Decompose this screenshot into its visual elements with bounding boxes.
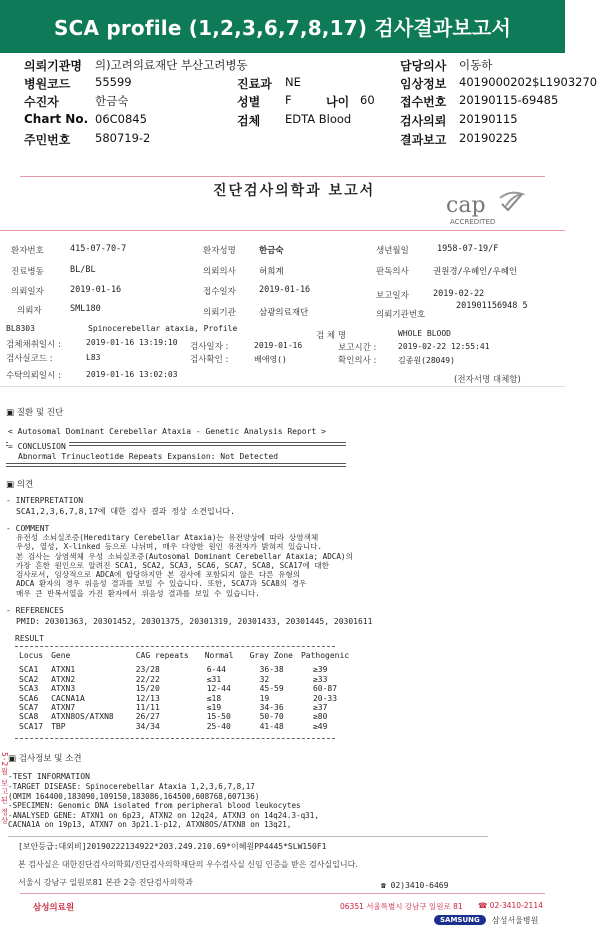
result-header: Gene bbox=[51, 651, 71, 660]
test-date: 2019-01-16 bbox=[254, 341, 303, 350]
footer-address: 06351 서울특별시 강남구 일원로 81 bbox=[340, 902, 463, 911]
test-name: Spinocerebellar ataxia, Profile bbox=[88, 324, 238, 333]
cell: ATXN3 bbox=[51, 684, 76, 694]
cell: 6-44 bbox=[206, 665, 226, 675]
lab-phone: ☎ 02)3410-6469 bbox=[381, 881, 449, 890]
header-row-1 bbox=[0, 57, 565, 75]
cell: SCA7 bbox=[19, 703, 39, 713]
result-rule bbox=[15, 646, 335, 647]
patient-name-label: 환자성명 bbox=[203, 246, 236, 256]
cell: 36-38 bbox=[259, 665, 284, 675]
cell: 22/22 bbox=[135, 674, 160, 684]
footer-phone: ☎ 02-3410-2114 bbox=[478, 901, 543, 910]
method-heading: ▣ 검사정보 및 소견 bbox=[8, 754, 82, 764]
header-value: F bbox=[285, 93, 292, 107]
references-label: - REFERENCES bbox=[6, 606, 64, 615]
e-sign: (전자서명 대체함) bbox=[454, 375, 521, 385]
specimen: WHOLE BLOOD bbox=[398, 329, 451, 338]
cell: ≤19 bbox=[206, 703, 222, 713]
table-row bbox=[15, 712, 353, 721]
header-label: 수진자 bbox=[24, 95, 59, 109]
comment-block bbox=[16, 533, 353, 598]
table-row bbox=[15, 684, 353, 693]
scan-report-title: 진단검사의학과 보고서 bbox=[213, 183, 376, 199]
hospital-name: 삼성서울병원 bbox=[492, 916, 539, 925]
header-value: 의)고려의료재단 부산고려병동 bbox=[95, 58, 248, 72]
cell: 32 bbox=[259, 674, 270, 684]
test-code: BL8303 bbox=[6, 324, 35, 333]
recv-date: 2019-01-16 bbox=[259, 285, 311, 295]
test-info-line: -ANALYSED GENE: ATXN1 on 6p23, ATXN2 on 12q24, ATXN3 on 14q24.3-q31, bbox=[8, 810, 319, 820]
opinion-heading: ▣ 의견 bbox=[6, 480, 34, 490]
room: L83 bbox=[86, 353, 101, 362]
result-header: Pathogenic bbox=[300, 651, 350, 660]
cell: 34/34 bbox=[135, 721, 160, 731]
collect-label: 검체채취일시 : bbox=[6, 340, 61, 350]
cell: 34-36 bbox=[259, 703, 284, 713]
confirm-label: 검사확인 : bbox=[190, 355, 229, 365]
cap-logo-sub: ACCREDITED bbox=[450, 218, 496, 226]
cell: SCA1 bbox=[19, 665, 39, 675]
cell: TBP bbox=[51, 721, 66, 731]
table-row bbox=[15, 694, 353, 703]
recv-time-label: 수탁의뢰일시 : bbox=[6, 371, 61, 381]
cell: ATXN8OS/ATXN8 bbox=[51, 712, 114, 722]
table-row bbox=[15, 722, 353, 731]
cell: SCA2 bbox=[19, 674, 39, 684]
reg-no-label: 환자번호 bbox=[11, 246, 44, 256]
comment-line: 본 검사는 상염색체 우성 소뇌실조증(Autosomal Dominant Cerebellar Ataxia; ADCA)의 bbox=[16, 551, 353, 561]
scanned-report bbox=[0, 166, 565, 941]
confirm: 배애영() bbox=[254, 355, 287, 364]
test-info-label: -TEST INFORMATION bbox=[8, 772, 90, 781]
cell: 26/27 bbox=[135, 712, 160, 722]
report-time: 2019-02-22 12:55:41 bbox=[398, 342, 490, 351]
judge: 권원경/우혜인/우혜인 bbox=[433, 267, 518, 277]
header-value: 한금숙 bbox=[95, 94, 129, 108]
header-row-3 bbox=[0, 93, 565, 111]
header-label: 주민번호 bbox=[24, 133, 71, 147]
result-table bbox=[15, 651, 353, 731]
report-title-bar bbox=[0, 0, 565, 53]
comment-line: 우성, 열성, X-linked 등으로 나뉘며, 매우 다양한 원인 유전자가 밝혀져 있습니다. bbox=[16, 542, 322, 552]
mid-rule bbox=[0, 230, 565, 231]
result-header: Gray Zone bbox=[249, 651, 293, 660]
room-label: 검사실코드 : bbox=[6, 354, 53, 364]
ref-doctor: SML180 bbox=[70, 304, 101, 314]
cell: 60-87 bbox=[312, 684, 338, 694]
age-value: 60 bbox=[360, 93, 375, 107]
header-label: 진료과 bbox=[237, 77, 272, 91]
test-info-line: (OMIM 164400,183090,109150,183086,164500,608768,607136) bbox=[8, 791, 260, 801]
footer bbox=[0, 899, 565, 939]
doctor: 허희계 bbox=[259, 267, 284, 277]
references-text: PMID: 20301363, 20301452, 20301375, 20301319, 20301433, 20301445, 20301611 bbox=[16, 617, 373, 626]
table-row bbox=[15, 703, 353, 712]
confirm-doc: 김종원(28049) bbox=[398, 356, 455, 365]
test-date-label: 검사일자 : bbox=[190, 342, 229, 352]
dob-label: 생년월일 bbox=[376, 246, 409, 256]
left-red-stamp: 5-2월 보고된 정상 bbox=[0, 752, 9, 826]
cert-rule bbox=[8, 836, 488, 837]
disclaimer: 본 검사실은 대한진단검사의학회/진단검사의학재단의 우수검사실 신임 인증을 받은 검사실입니다. bbox=[18, 860, 358, 869]
recv-date-label: 접수일자 bbox=[203, 287, 236, 297]
cell: 19 bbox=[259, 693, 270, 703]
ref-no-label: 의뢰기관번호 bbox=[376, 310, 426, 320]
comment-line: 매우 큰 반복서열을 가진 환자에서 위음성 결과를 보일 수 있습니다. bbox=[16, 588, 260, 598]
recv-time: 2019-01-16 13:02:03 bbox=[86, 370, 178, 379]
conclusion-label: = CONCLUSION bbox=[8, 442, 69, 451]
test-info-block bbox=[8, 782, 319, 830]
cap-accredited-logo bbox=[440, 188, 530, 228]
header-label: 검체 bbox=[237, 114, 261, 128]
lab-address: 서울시 강남구 일원로81 본관 2층 진단검사의학과 bbox=[18, 878, 193, 887]
samsung-logo: SAMSUNG bbox=[434, 915, 486, 925]
cell: ≥80 bbox=[312, 712, 328, 722]
cell: ≥37 bbox=[312, 703, 328, 713]
cell: 20-33 bbox=[312, 693, 338, 703]
footer-rule bbox=[20, 893, 545, 894]
header-info bbox=[0, 53, 597, 153]
cell: 25-40 bbox=[206, 721, 231, 731]
header-row-2 bbox=[0, 75, 597, 93]
cell: ≤18 bbox=[206, 693, 222, 703]
header-value: 55599 bbox=[95, 75, 132, 89]
cap-logo-text: cap bbox=[446, 193, 486, 218]
cell: SCA8 bbox=[19, 712, 39, 722]
cell: 12-44 bbox=[206, 684, 231, 694]
header-value: EDTA Blood bbox=[285, 112, 352, 126]
cell: SCA6 bbox=[19, 693, 39, 703]
header-value: NE bbox=[285, 75, 301, 89]
doctor-label: 의뢰의사 bbox=[203, 267, 236, 277]
ward: BL/BL bbox=[70, 265, 96, 275]
result-header: Locus bbox=[19, 651, 44, 660]
conclusion-text: Abnormal Trinucleotide Repeats Expansion: Not Detected bbox=[18, 452, 279, 461]
judge-label: 판독의사 bbox=[376, 267, 409, 277]
header-row-5 bbox=[0, 131, 565, 149]
comment-label: - COMMENT bbox=[6, 524, 50, 533]
collect-time: 2019-01-16 13:19:10 bbox=[86, 338, 178, 347]
header-value: 06C0845 bbox=[95, 112, 147, 126]
cell: SCA3 bbox=[19, 684, 39, 694]
age-label: 나이 bbox=[326, 95, 350, 109]
header-label: 임상정보 bbox=[400, 77, 447, 91]
test-info-line: -SPECIMEN: Genomic DNA isolated from peripheral blood leukocytes bbox=[8, 801, 301, 810]
comment-line: 검사로서, 임상적으로 ADCA에 합당하지만 본 검사에 포함되지 않은 다른 유형의 bbox=[16, 570, 301, 580]
header-value: 580719-2 bbox=[95, 131, 151, 145]
header-label: 성별 bbox=[237, 95, 261, 109]
diagnosis-text: < Autosomal Dominant Cerebellar Ataxia - Genetic Analysis Report > bbox=[8, 427, 326, 436]
section-rule bbox=[0, 386, 565, 387]
cell: 15-50 bbox=[206, 712, 231, 722]
cell: ≥49 bbox=[312, 721, 328, 731]
result-rule bbox=[15, 738, 335, 739]
test-info-line: -TARGET DISEASE: Spinocerebellar Ataxia 1,2,3,6,7,8,17 bbox=[8, 782, 255, 791]
reg-no: 415-07-70-7 bbox=[70, 244, 127, 254]
report-title: SCA profile (1,2,3,6,7,8,17) 검사결과보고서 bbox=[54, 16, 511, 40]
header-label: 검사의뢰 bbox=[400, 114, 447, 128]
cell: ATXN7 bbox=[51, 703, 76, 713]
dob: 1958-07-19/F bbox=[437, 244, 499, 254]
cell: 50-70 bbox=[259, 712, 284, 722]
req-date-label: 의뢰일자 bbox=[11, 287, 44, 297]
ref-doctor-label: 의뢰자 bbox=[17, 306, 42, 316]
cert-line: [보안등급:대외비]20190222134922*203.249.210.69*이혜원PP4445*SLW150F1 bbox=[18, 842, 327, 851]
footer-left-logo: 삼성의료원 bbox=[33, 903, 75, 913]
ward-label: 진료병동 bbox=[11, 267, 44, 277]
ref-org-label: 의뢰기관 bbox=[203, 308, 236, 318]
result-header-row bbox=[15, 651, 353, 660]
report-time-label: 보고시간 : bbox=[338, 343, 377, 353]
header-value: 20190115-69485 bbox=[459, 93, 559, 107]
specimen-label: 검 체 명 bbox=[316, 331, 347, 341]
comment-line: 가장 흔한 원인으로 알려진 SCA1, SCA2, SCA3, SCA6, SCA7, SCA8, SCA17에 대한 bbox=[16, 560, 330, 570]
header-value: 이동하 bbox=[459, 58, 493, 72]
header-label: 의뢰기관명 bbox=[24, 59, 82, 73]
header-label: Chart No. bbox=[24, 112, 89, 126]
ref-org: 삼광의료재단 bbox=[259, 308, 309, 318]
cell: ≥39 bbox=[312, 665, 328, 675]
result-label: RESULT bbox=[15, 634, 44, 643]
interpretation-text: SCA1,2,3,6,7,8,17에 대한 검사 결과 정상 소견입니다. bbox=[16, 507, 235, 516]
cell: 41-48 bbox=[259, 721, 284, 731]
comment-line: 유전성 소뇌실조증(Hereditary Cerebellar Ataxia)는 유전양상에 따라 상염색체 bbox=[16, 533, 319, 542]
header-label: 접수번호 bbox=[400, 95, 447, 109]
cell: ≤31 bbox=[206, 674, 222, 684]
cell: ATXN1 bbox=[51, 665, 76, 675]
cell: ≥33 bbox=[312, 674, 328, 684]
header-value: 20190225 bbox=[459, 131, 518, 145]
cell: 12/13 bbox=[135, 693, 160, 703]
cell: 23/28 bbox=[135, 665, 160, 675]
cell: 15/20 bbox=[135, 684, 160, 694]
top-rule bbox=[20, 176, 545, 177]
table-row bbox=[15, 665, 353, 674]
interpretation-label: - INTERPRETATION bbox=[6, 496, 84, 505]
result-header: CAG repeats bbox=[135, 651, 189, 660]
cell: SCA17 bbox=[19, 721, 44, 731]
report-date: 2019-02-22 bbox=[433, 289, 485, 299]
cell: CACNA1A bbox=[51, 693, 85, 703]
header-value: 20190115 bbox=[459, 112, 518, 126]
header-value: 4019000202$L1903270 bbox=[459, 75, 597, 89]
diagnosis-heading: ▣ 질환 및 진단 bbox=[6, 408, 64, 418]
table-row bbox=[15, 675, 353, 684]
comment-line: ADCA 환자의 경우 위음성 결과를 보일 수 있습니다. 또한, SCA7과 SCA8의 경우 bbox=[16, 579, 307, 589]
result-header: Normal bbox=[204, 651, 234, 660]
header-row-4 bbox=[0, 112, 565, 130]
cell: 45-59 bbox=[259, 684, 284, 694]
cell: ATXN2 bbox=[51, 674, 76, 684]
req-date: 2019-01-16 bbox=[70, 285, 122, 295]
ref-no: 201901156948 5 bbox=[456, 301, 528, 311]
confirm-doc-label: 확인의사 : bbox=[338, 356, 377, 366]
patient-name: 한금숙 bbox=[259, 246, 284, 256]
header-label: 결과보고 bbox=[400, 133, 447, 147]
report-date-label: 보고일자 bbox=[376, 291, 409, 301]
cell: 11/11 bbox=[135, 703, 160, 713]
header-label: 담당의사 bbox=[400, 59, 447, 73]
test-info-line: CACNA1A on 19p13, ATXN7 on 3p21.1-p12, ATXN8OS/ATXN8 on 13q21, bbox=[8, 820, 292, 829]
header-label: 병원코드 bbox=[24, 77, 71, 91]
double-rule bbox=[6, 463, 346, 467]
